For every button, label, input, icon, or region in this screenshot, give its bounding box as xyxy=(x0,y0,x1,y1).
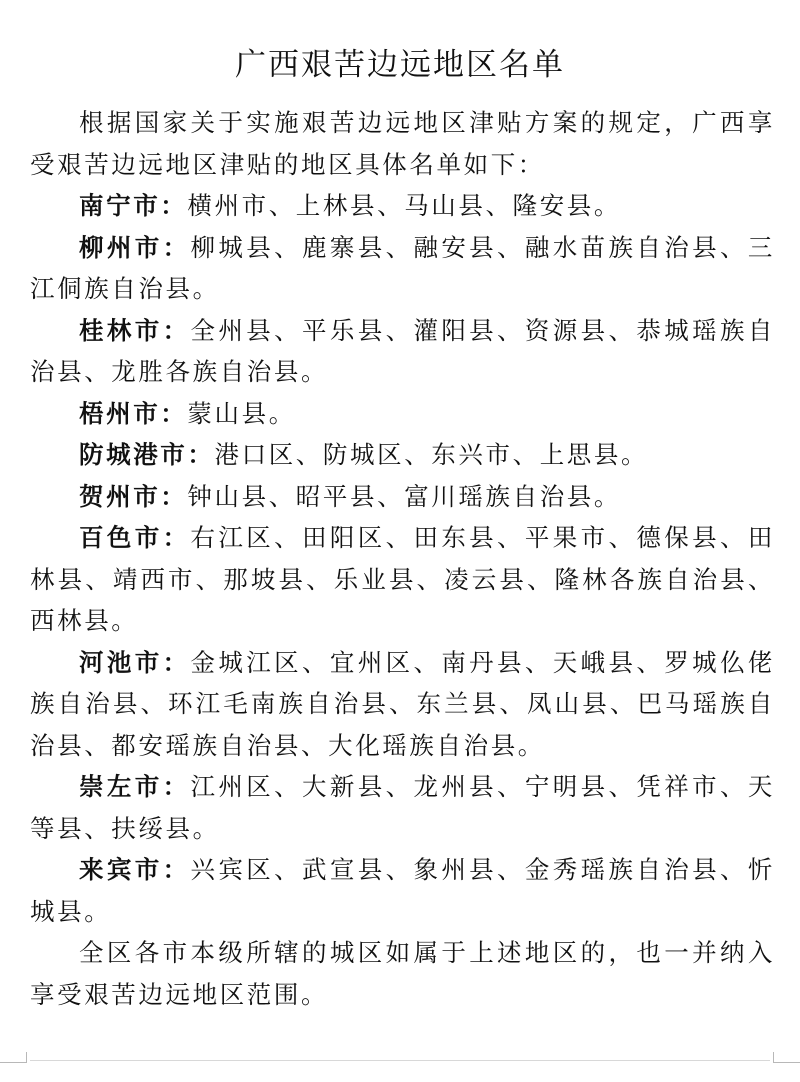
intro-paragraph: 根据国家关于实施艰苦边远地区津贴方案的规定，广西享受艰苦边远地区津贴的地区具体名单如下： xyxy=(30,108,775,179)
city-areas: 金城江区、宜州区、南丹县、天峨县、罗城仫佬族自治县、环江毛南族自治县、东兰县、凤山县、巴马瑶族自治县、都安瑶族自治县、大化瑶族自治县。 xyxy=(30,647,775,760)
city-paragraph-fangchenggang xyxy=(30,434,775,476)
margin-corner-mark-left xyxy=(0,1052,27,1063)
city-areas: 兴宾区、武宣县、象州县、金秀瑶族自治县、忻城县。 xyxy=(30,855,775,926)
city-name: 柳州市： xyxy=(79,232,191,262)
city-paragraph-hezhou xyxy=(30,476,775,518)
city-paragraph-chongzuo xyxy=(30,766,775,849)
city-areas: 江州区、大新县、龙州县、宁明县、凭祥市、天等县、扶绥县。 xyxy=(30,772,775,843)
city-paragraph-liuzhou xyxy=(30,227,775,310)
city-areas: 柳城县、鹿寨县、融安县、融水苗族自治县、三江侗族自治县。 xyxy=(30,232,775,303)
city-paragraph-nanning xyxy=(30,185,775,227)
city-name: 来宾市： xyxy=(79,855,191,884)
city-name: 贺州市： xyxy=(79,481,188,511)
city-name: 梧州市： xyxy=(79,398,188,428)
city-paragraph-hechi xyxy=(30,642,775,767)
city-paragraph-guilin xyxy=(30,310,775,393)
city-name: 防城港市： xyxy=(79,440,215,469)
city-areas: 全州县、平乐县、灌阳县、资源县、恭城瑶族自治县、龙胜各族自治县。 xyxy=(30,315,775,386)
city-areas: 右江区、田阳区、田东县、平果市、德保县、田林县、靖西市、那坡县、乐业县、凌云县、隆林各族自治县、西林县。 xyxy=(30,523,775,635)
city-name: 河池市： xyxy=(79,647,191,677)
closing-paragraph: 全区各市本级所辖的城区如属于上述地区的，也一并纳入享受艰苦边远地区范围。 xyxy=(30,938,775,1009)
city-areas: 钟山县、昭平县、富川瑶族自治县。 xyxy=(187,481,622,511)
city-name: 南宁市： xyxy=(79,191,188,220)
city-name: 桂林市： xyxy=(79,315,191,345)
city-name: 崇左市： xyxy=(79,772,191,801)
city-name: 百色市： xyxy=(79,523,191,552)
city-paragraph-baise xyxy=(30,517,775,642)
document-title: 广西艰苦边远地区名单 xyxy=(235,46,565,83)
city-paragraph-wuzhou xyxy=(30,393,775,435)
document-body xyxy=(30,102,775,1015)
city-areas: 横州市、上林县、马山县、隆安县。 xyxy=(187,191,622,220)
city-paragraph-laibin xyxy=(30,849,775,932)
city-areas: 港口区、防城区、东兴市、上思县。 xyxy=(214,440,649,469)
page-bottom-rule xyxy=(30,1060,770,1061)
margin-corner-mark-right xyxy=(773,1052,800,1063)
city-areas: 蒙山县。 xyxy=(187,398,296,428)
